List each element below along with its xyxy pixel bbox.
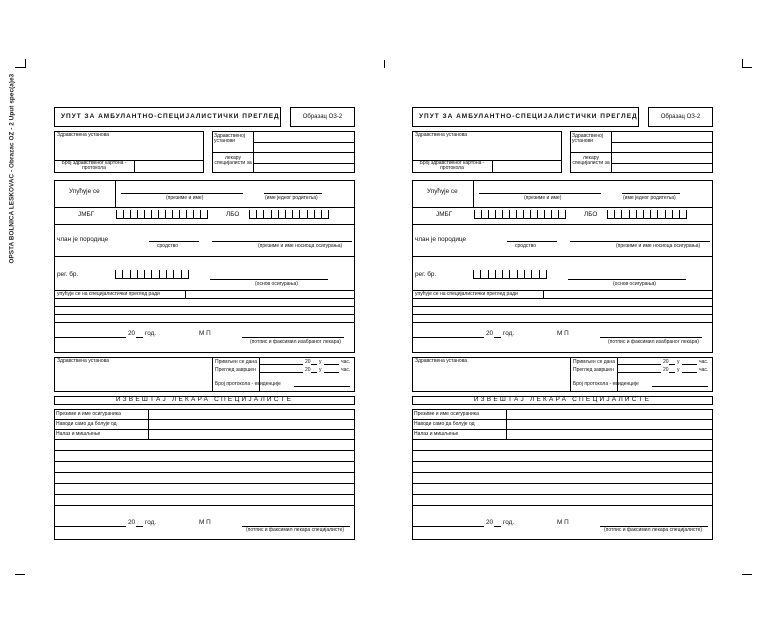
report-year-label: год. [145,519,157,526]
received-at: у [319,359,322,365]
insurance-basis-caption: (основ осигурања) [255,281,298,287]
form-title: УПУТ ЗА АМБУЛАНТНО-СПЕЦИЈАЛИСТИЧКИ ПРЕГЛЕД [61,113,280,120]
protocol-label: Број протокола - евиденције [215,381,281,387]
family-member-label: члан је породице [415,236,467,243]
insured-holder-caption: (презиме и име носиоца осигурања) [616,243,701,249]
institution-label: Здравствена установа [57,132,110,138]
ill-since-label: Наводи само да болује од [414,421,475,427]
surname-caption: (презиме и име) [524,195,562,201]
received-hours: час. [699,359,709,365]
year-label: год. [145,330,157,337]
jmbg-label: ЈМБГ [78,211,95,218]
insured-holder-caption: (презиме и име носиоца осигурања) [258,243,343,249]
patient-box [54,180,355,353]
specialist-label: лекару специјалисти за [214,155,252,166]
report-title: ИЗВЕШТАЈ ЛЕКАРА СПЕЦИЈАЛИСТЕ [115,396,294,403]
year-label: год. [503,330,515,337]
referred-label: Упућује се [69,188,100,195]
form-title: УПУТ ЗА АМБУЛАНТНО-СПЕЦИЈАЛИСТИЧКИ ПРЕГЛЕД [419,113,638,120]
findings-label: Налаз и мишљење [414,431,459,437]
lbo-label: ЛБО [226,211,240,218]
protocol-label: Број протокола - евиденције [573,381,639,387]
report-year-prefix: 20 [128,519,136,526]
specialist-institution-label: Здравствена установа [57,358,110,364]
chosen-doctor-signature: (потпис и факсимил изабраног лекара) [608,339,699,345]
record-number-label: Број здравственог картона - протокола [61,160,127,171]
referral-form-left [54,107,355,540]
received-hours: час. [341,359,351,365]
jmbg-digits[interactable] [474,210,566,219]
reg-no-label: рег. бр. [415,271,437,278]
jmbg-label: ЈМБГ [436,211,453,218]
insured-name-label: Презиме и име осигураника [414,411,479,417]
exam-century: 20 [663,367,669,373]
insured-name-label: Презиме и име осигураника [56,411,121,417]
reg-no-digits[interactable] [473,270,547,279]
referred-label: Упућује се [427,188,458,195]
form-code: Образац ОЗ-2 [302,114,343,120]
record-number-label: Број здравственог картона - протокола [419,160,485,171]
surname-caption: (презиме и име) [166,195,204,201]
relation-caption: сродство [515,243,537,249]
specialist-signature: (потпис и факсимил лекара специјалисте) [604,527,703,533]
report-title: ИЗВЕШТАЈ ЛЕКАРА СПЕЦИЈАЛИСТЕ [473,396,652,403]
stamp-label: М П [557,330,569,337]
exam-century: 20 [305,367,311,373]
received-century: 20 [663,359,669,365]
exam-hours: час. [341,367,351,373]
jmbg-digits[interactable] [116,210,208,219]
crop-mark [25,59,26,68]
form-code: Образац ОЗ-2 [660,114,701,120]
chosen-doctor-signature: (потпис и факсимил изабраног лекара) [250,339,341,345]
received-century: 20 [305,359,311,365]
received-label: Примљен се дана [573,359,615,365]
crop-mark [15,67,25,68]
exam-done-label: Преглед завршен [573,367,614,373]
relation-caption: сродство [157,243,179,249]
report-stamp-label: М П [199,519,211,526]
year-prefix: 20 [486,330,494,337]
reg-no-label: рег. бр. [57,271,79,278]
exam-at: у [319,367,322,373]
specialist-institution-label: Здравствена установа [415,358,468,364]
crop-mark [384,60,385,68]
crop-mark [15,574,25,575]
report-year-prefix: 20 [486,519,494,526]
recipient-institution-label: Здравственој установи [214,133,245,144]
ill-since-label: Наводи само да болује од [56,421,117,427]
exam-at: у [677,367,680,373]
referred-for-label: упућује се на специјалистички преглед ради [415,291,518,297]
family-member-label: члан је породице [57,236,109,243]
crop-mark [742,574,752,575]
lbo-label: ЛБО [584,211,598,218]
report-stamp-label: М П [557,519,569,526]
stamp-label: М П [199,330,211,337]
lbo-digits[interactable] [249,210,329,219]
crop-mark [742,67,752,68]
exam-done-label: Преглед завршен [215,367,256,373]
referral-form-right [412,107,713,540]
specialist-label: лекару специјалисти за [572,155,610,166]
received-label: Примљен се дана [215,359,257,365]
side-label: OPSTA BOLNICA LESKOVAC - Obrazac OZ - 2 Uput spec(a)e3 [8,73,16,264]
referred-for-label: упућује се на специјалистички преглед ради [57,291,160,297]
specialist-signature: (потпис и факсимил лекара специјалисте) [246,527,345,533]
report-year-label: год. [503,519,515,526]
recipient-institution-label: Здравственој установи [572,133,603,144]
parent-caption: (име једног родитеља) [623,195,676,201]
reg-no-digits[interactable] [115,270,189,279]
received-at: у [677,359,680,365]
findings-label: Налаз и мишљење [56,431,101,437]
patient-box [412,180,713,353]
parent-caption: (име једног родитеља) [265,195,318,201]
year-prefix: 20 [128,330,136,337]
institution-label: Здравствена установа [415,132,468,138]
lbo-digits[interactable] [607,210,687,219]
exam-hours: час. [699,367,709,373]
insurance-basis-caption: (основ осигурања) [613,281,656,287]
